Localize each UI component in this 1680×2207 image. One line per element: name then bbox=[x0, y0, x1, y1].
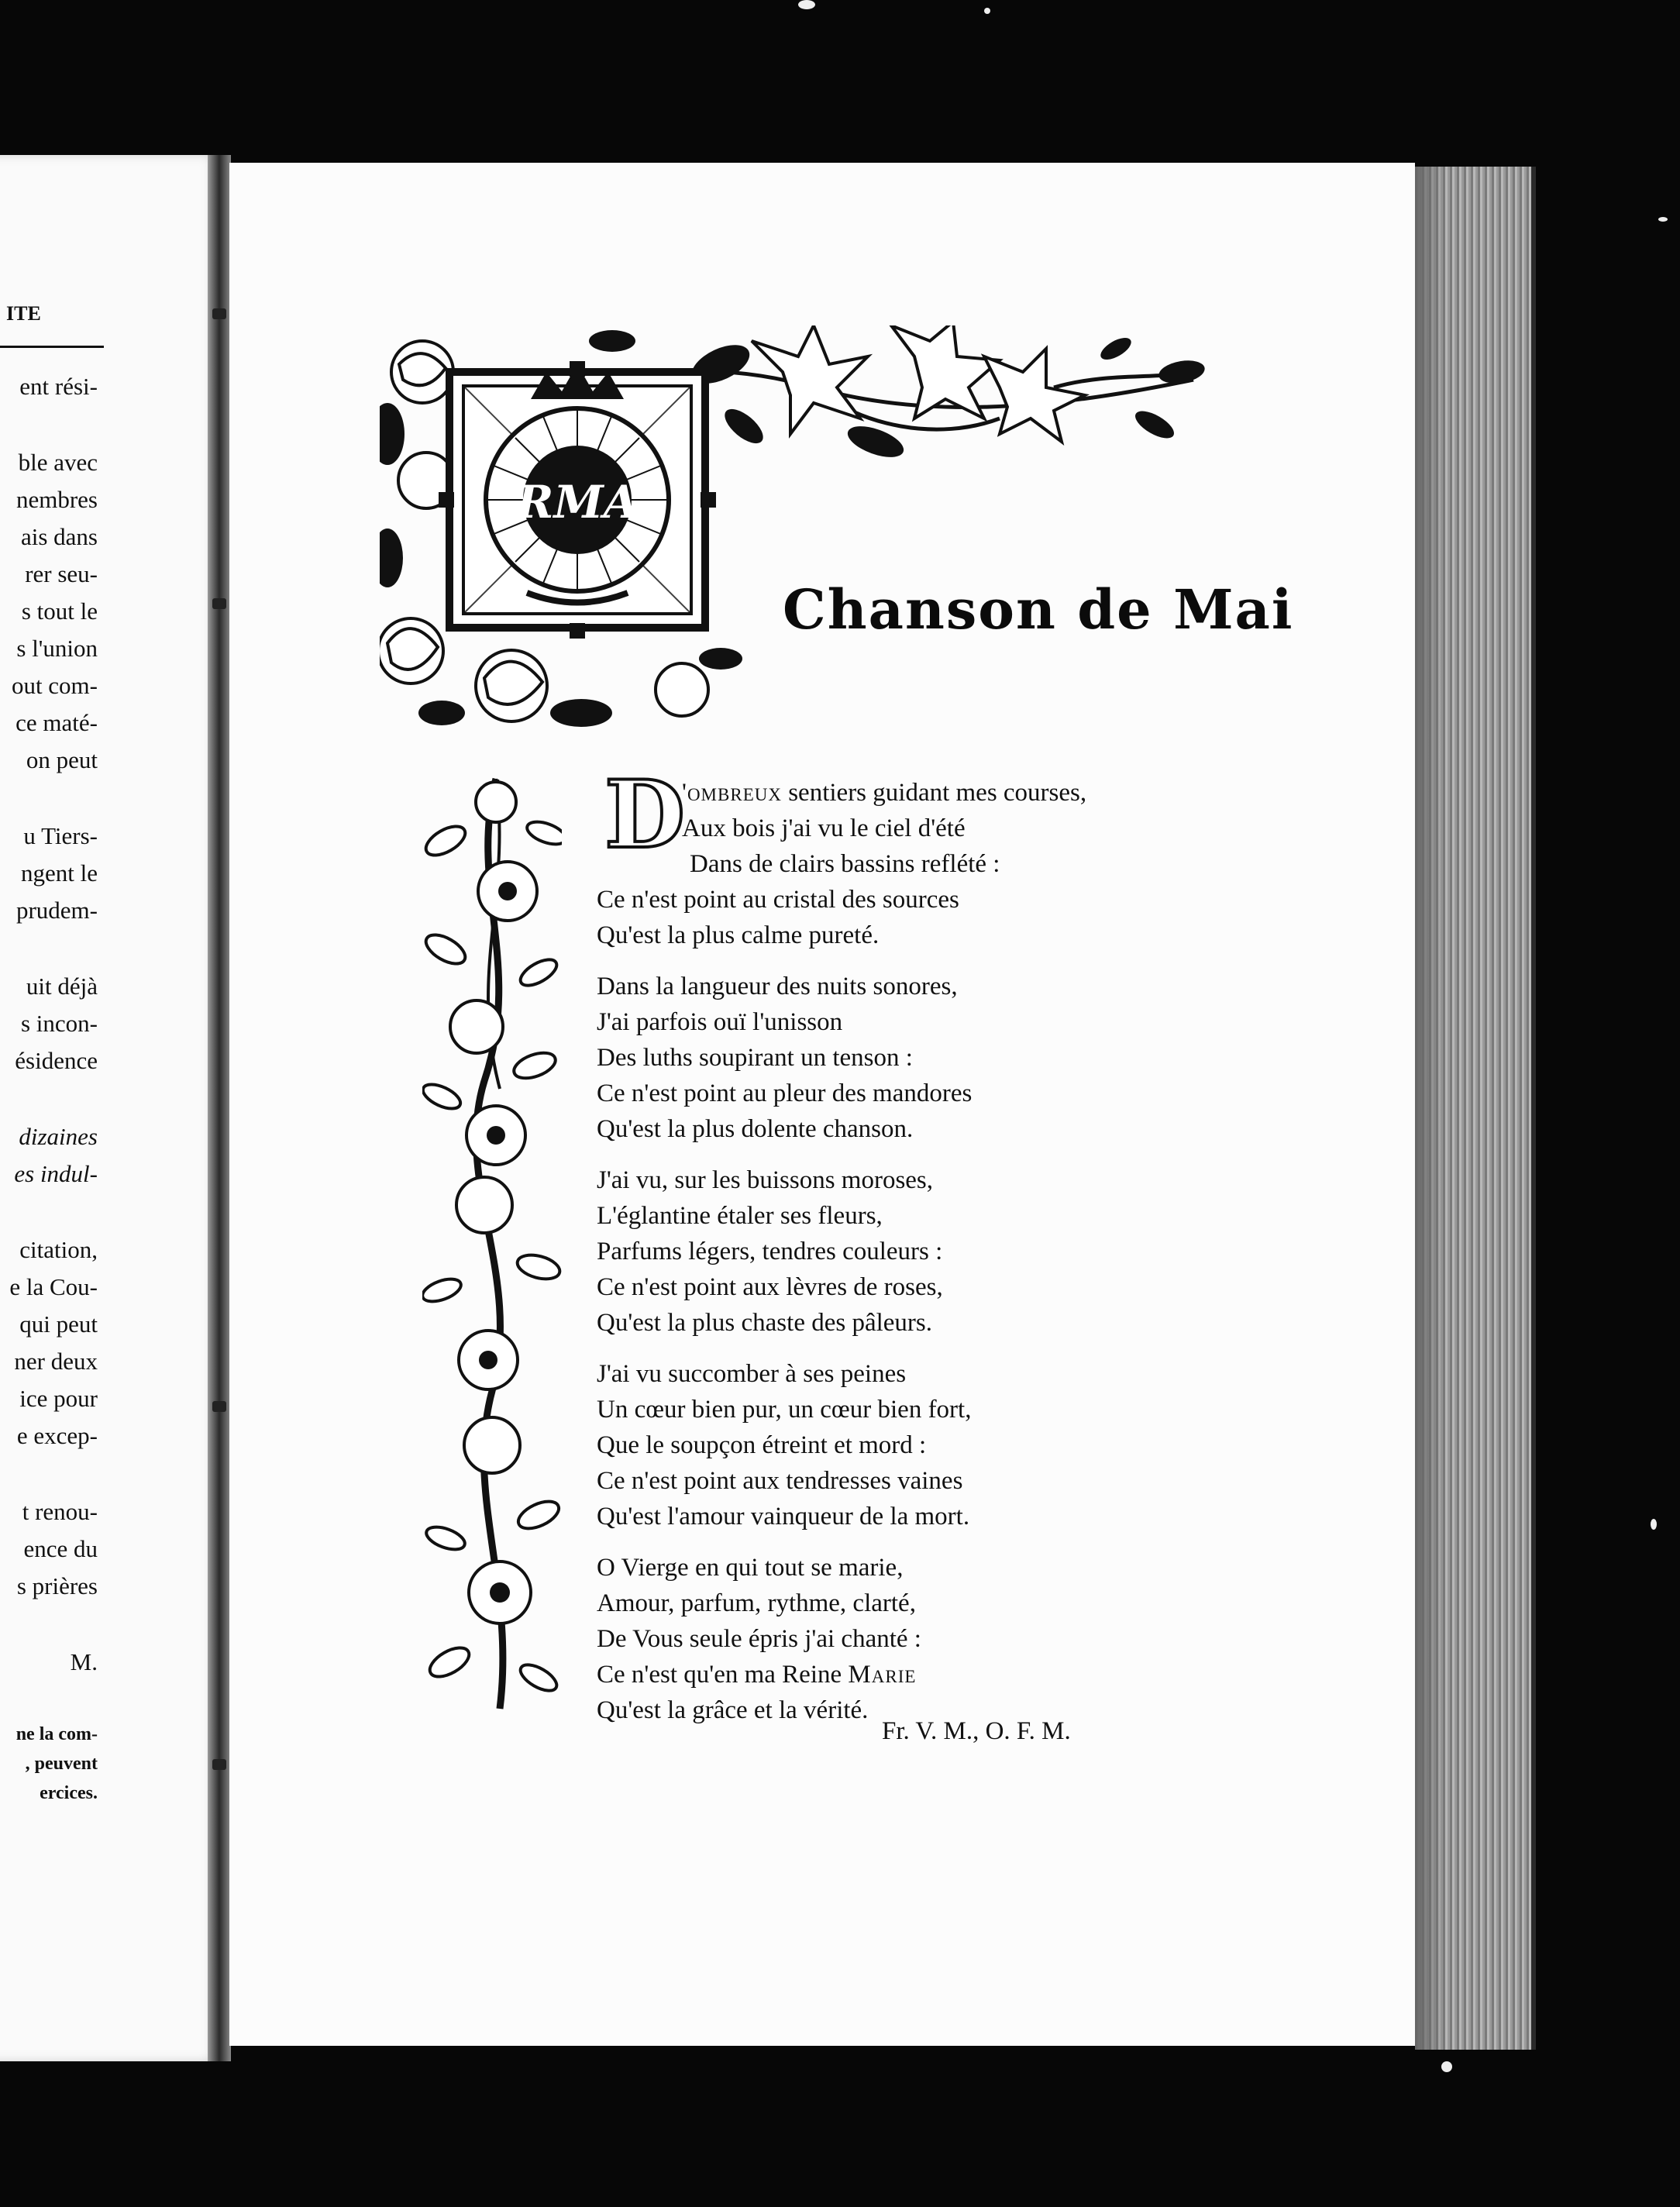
poem-line bbox=[597, 1427, 1232, 1463]
poem-line bbox=[597, 846, 1232, 882]
poem-line-text: Qu'est la grâce et la vérité. bbox=[597, 1696, 869, 1724]
left-page-line: ais dans bbox=[20, 523, 98, 550]
poem-line-text: J'ai vu, sur les buissons moroses, bbox=[597, 1166, 934, 1194]
poem-line-text: Qu'est la plus calme pureté. bbox=[597, 921, 880, 949]
poem-line-text: Des luths soupirant un tenson : bbox=[597, 1044, 913, 1072]
poem-body bbox=[597, 760, 1232, 1744]
poem-line bbox=[597, 1463, 1232, 1499]
left-page-line: ercices. bbox=[40, 1783, 98, 1803]
left-page-line: ice pour bbox=[19, 1385, 98, 1412]
poem-line bbox=[597, 1076, 1232, 1111]
poem-line-text: Ce n'est point au pleur des mandores bbox=[597, 1079, 973, 1107]
poem-line-text: Aux bois j'ai vu le ciel d'été bbox=[682, 814, 966, 842]
book-gutter bbox=[208, 155, 231, 2061]
poem-line bbox=[597, 1550, 1232, 1586]
poem-signature: Fr. V. M., O. F. M. bbox=[882, 1717, 1071, 1745]
stanza bbox=[597, 1550, 1232, 1728]
poem-line-text: sentiers guidant mes courses, bbox=[781, 779, 1087, 807]
poem-line bbox=[597, 811, 1232, 846]
left-page-line: es indul- bbox=[14, 1160, 98, 1187]
left-page-line: , peuvent bbox=[25, 1754, 98, 1774]
poem-line bbox=[597, 1234, 1232, 1269]
poem-line-text: Un cœur bien pur, un cœur bien fort, bbox=[597, 1396, 972, 1424]
lily-flowers bbox=[752, 325, 1085, 442]
left-page-line: uit déjà bbox=[26, 973, 98, 1000]
poem-line-text: Qu'est l'amour vainqueur de la mort. bbox=[597, 1503, 970, 1530]
left-page-line: ner deux bbox=[14, 1348, 98, 1375]
poem-line bbox=[597, 1621, 1232, 1657]
binding-stitch bbox=[212, 1759, 226, 1770]
poem-line-text: De Vous seule épris j'ai chanté : bbox=[597, 1625, 921, 1653]
poem-line bbox=[597, 1392, 1232, 1427]
poem-line bbox=[597, 1499, 1232, 1534]
left-page-line: dizaines bbox=[19, 1123, 98, 1150]
left-page-line: M. bbox=[70, 1648, 98, 1675]
left-page-line: ent rési- bbox=[19, 373, 98, 400]
poem-title: Chanson de Mai bbox=[783, 577, 1294, 642]
left-page bbox=[0, 155, 225, 2061]
poem-line-text: Qu'est la plus dolente chanson. bbox=[597, 1115, 914, 1143]
dust-speck bbox=[984, 8, 990, 14]
left-page-line: ngent le bbox=[21, 859, 98, 887]
poem-line bbox=[597, 775, 1232, 811]
poem-line bbox=[597, 1657, 1232, 1692]
left-page-gap bbox=[0, 929, 98, 968]
binding-stitch bbox=[212, 1401, 226, 1412]
poem-line-text: Ce n'est qu'en ma Reine bbox=[597, 1661, 849, 1689]
poem-line-smallcaps: Marie bbox=[848, 1661, 917, 1689]
left-page-line: ble avec bbox=[18, 449, 98, 476]
stanza bbox=[597, 1162, 1232, 1341]
poem-line-text: Amour, parfum, rythme, clarté, bbox=[597, 1589, 916, 1617]
poem-stanzas bbox=[597, 775, 1232, 1728]
left-page-gap bbox=[0, 1079, 98, 1118]
dropcap-letter: D bbox=[604, 760, 686, 869]
poem-line-smallcaps: 'ombreux bbox=[682, 779, 782, 807]
poem-line-text: Qu'est la plus chaste des pâleurs. bbox=[597, 1309, 932, 1337]
left-page-line: qui peut bbox=[19, 1310, 98, 1338]
left-page-running-head: ITE bbox=[0, 302, 104, 348]
dust-speck bbox=[1651, 1519, 1657, 1530]
left-page-line: t renou- bbox=[22, 1498, 98, 1525]
left-page-line: nembres bbox=[15, 486, 98, 513]
poem-line bbox=[597, 1356, 1232, 1392]
poem-line bbox=[597, 1305, 1232, 1341]
poem-line bbox=[597, 918, 1232, 953]
poem-line-text: J'ai parfois ouï l'unisson bbox=[597, 1008, 843, 1036]
poem-line-text: Dans la langueur des nuits sonores, bbox=[597, 973, 958, 1000]
left-page-line: citation, bbox=[19, 1236, 98, 1263]
left-page-line: e la Cou- bbox=[9, 1273, 98, 1300]
left-page-line: rer seu- bbox=[25, 560, 98, 587]
left-page-line: s prières bbox=[16, 1572, 98, 1599]
left-page-line: e excep- bbox=[16, 1422, 98, 1449]
poem-line bbox=[597, 882, 1232, 918]
left-page-line: ne la com- bbox=[15, 1724, 98, 1744]
poem-line-text: Ce n'est point aux lèvres de roses, bbox=[597, 1273, 943, 1301]
stanza bbox=[597, 775, 1232, 953]
left-page-gap bbox=[0, 405, 98, 444]
poem-line-text: Que le soupçon étreint et mord : bbox=[597, 1431, 927, 1459]
poem-line-text: Parfums légers, tendres couleurs : bbox=[597, 1238, 943, 1265]
binding-stitch bbox=[212, 308, 226, 319]
rose-vine-illustration bbox=[422, 771, 562, 1716]
left-page-gap bbox=[0, 1681, 98, 1720]
page-edge-shadow bbox=[1415, 167, 1446, 2050]
poem-line bbox=[597, 1004, 1232, 1040]
poem-line bbox=[597, 1586, 1232, 1621]
dropcap-ornament bbox=[600, 760, 686, 876]
left-page-line: prudem- bbox=[15, 897, 98, 924]
left-page-gap bbox=[0, 1455, 98, 1493]
left-page-text bbox=[0, 368, 98, 1808]
left-page-gap bbox=[0, 1605, 98, 1644]
left-page-line: ésidence bbox=[15, 1047, 98, 1074]
left-page-line: on peut bbox=[26, 746, 98, 773]
dust-speck bbox=[1441, 2061, 1452, 2072]
poem-line-text: L'églantine étaler ses fleurs, bbox=[597, 1202, 883, 1230]
dust-speck bbox=[798, 0, 815, 9]
poem-line bbox=[597, 1040, 1232, 1076]
poem-line-text: Ce n'est point au cristal des sources bbox=[597, 886, 959, 914]
left-page-line: u Tiers- bbox=[23, 822, 98, 849]
stanza bbox=[597, 1356, 1232, 1534]
left-page-line: ce maté- bbox=[15, 709, 98, 736]
poem-line-text: J'ai vu succomber à ses peines bbox=[597, 1360, 907, 1388]
poem-line bbox=[597, 1162, 1232, 1198]
poem-line-text: O Vierge en qui tout se marie, bbox=[597, 1554, 904, 1582]
poem-line bbox=[597, 1111, 1232, 1147]
floral-ornament-illustration bbox=[380, 325, 1209, 736]
left-page-gap bbox=[0, 1193, 98, 1231]
left-page-line: ence du bbox=[23, 1535, 98, 1562]
binding-stitch bbox=[212, 598, 226, 609]
dust-speck bbox=[1658, 217, 1668, 222]
poem-line bbox=[597, 969, 1232, 1004]
poem-line-text: Ce n'est point aux tendresses vaines bbox=[597, 1467, 963, 1495]
left-page-line: out com- bbox=[11, 672, 98, 699]
left-page-line: s tout le bbox=[21, 597, 98, 625]
poem-line-text: Dans de clairs bassins reflété : bbox=[690, 850, 1000, 878]
left-page-gap bbox=[0, 779, 98, 818]
poem-line bbox=[597, 1198, 1232, 1234]
left-page-line: s incon- bbox=[20, 1010, 98, 1037]
poem-line bbox=[597, 1269, 1232, 1305]
monogram-text: RMA bbox=[516, 476, 639, 529]
left-page-line: s l'union bbox=[16, 635, 98, 662]
stanza bbox=[597, 969, 1232, 1147]
